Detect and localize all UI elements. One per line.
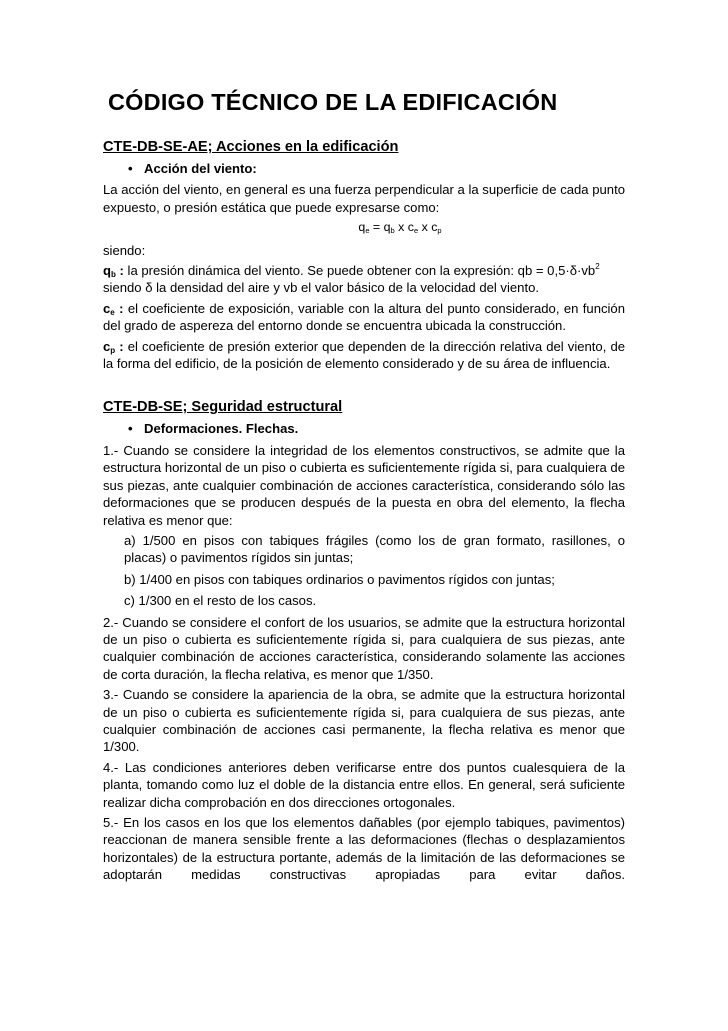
page-title: CÓDIGO TÉCNICO DE LA EDIFICACIÓN (108, 89, 558, 115)
term-qb: $q_b$ : (103, 263, 124, 280)
paragraph-5: 5.- En los casos en los que los elementos dañables (por ejemplo tabiques, pavimentos) reaccionan de manera sensible frente a las deformaciones (flechas o desplazamientos horizontales) de la estructura portante, además de la limitación de las deformaciones se adoptarán medidas constructivas apropiadas para evitar daños. (103, 815, 625, 883)
paragraph-siendo: siendo: (103, 242, 146, 258)
equation: $q_e = q_b$ x $c_e$ x $c_p$ (358, 220, 442, 236)
section-heading-seguridad: CTE-DB-SE; Seguridad estructural (103, 399, 343, 416)
paragraph-3: 3.- Cuando se considere la apariencia de la obra, se admite que la estructura horizontal de un piso o cubierta es suficientemente rígida si, para cualquiera de sus piezas, ante cualquier combinación de acciones casi permanente, la flecha relativa es menor que 1/300. (103, 687, 625, 755)
term-ce: $c_e$ : (103, 300, 124, 317)
list-item: c) 1/300 en el resto de los casos. (124, 593, 317, 609)
bullet-label: Deformaciones. Flechas. (144, 421, 299, 437)
list-item: b) 1/400 en pisos con tabiques ordinarios o pavimentos rígidos con juntas; (124, 571, 555, 587)
definition-qb: $q_b$ : la presión dinámica del viento. Se puede obtener con la expresión: qb = $0,5\cdot\delta\cdot vb^2$ siendo δ la densidad del aire y vb el valor básico de la velocidad del viento. (103, 262, 600, 296)
bullet-accion-viento (103, 160, 625, 177)
definition-cp: $c_p$ : el coeficiente de presión exterior que dependen de la dirección relativa del viento, de la forma del edificio, de la posición de elemento considerado y de su área de influencia. (103, 338, 626, 372)
definition-ce: $c_e$ : el coeficiente de exposición, variable con la altura del punto considerado, en función del grado de aspereza del entorno donde se encuentra ubicada la construcción. (103, 300, 625, 334)
bullet-icon: • (128, 161, 133, 176)
bullet-icon: • (128, 421, 133, 437)
bullet-deformaciones (103, 420, 625, 437)
paragraph-2: 2.- Cuando se considere el confort de los usuarios, se admite que la estructura horizontal de un piso o cubierta es suficientemente rígida si, para cualquiera de sus piezas, ante cualquier combinación de acciones característica, considerando solamente las acciones de corta duración, la flecha relativa, es menor que 1/350. (103, 614, 625, 682)
limits-list (103, 532, 625, 610)
paragraph-4: 4.- Las condiciones anteriores deben verificarse entre dos puntos cualesquiera de la planta, tomando como luz el doble de la distancia entre ellos. En general, será suficiente realizar dicha comprobación en dos direcciones ortogonales. (103, 759, 625, 810)
section-heading-acciones: CTE-DB-SE-AE; Acciones en la edificación (103, 139, 399, 155)
paragraph-intro: La acción del viento, en general es una fuerza perpendicular a la superficie de cada punto expuesto, o presión estática que puede expresarse como: (103, 182, 625, 215)
section-spacer (103, 375, 625, 398)
bullet-label: Acción del viento: (144, 161, 257, 176)
paragraph-1: 1.- Cuando se considere la integridad de los elementos constructivos, se admite que la estructura horizontal de un piso o cubierta es suficientemente rígida si, para cualquiera de sus piezas, ante cualquier combinación de acciones característica, considerando sólo las deformaciones que se producen después de la puesta en obra del elemento, la flecha relativa es menor que: (103, 442, 625, 528)
document-page (103, 88, 625, 887)
term-cp: $c_p$ : (103, 338, 124, 355)
list-item: a) 1/500 en pisos con tabiques frágiles (como los de gran formato, rasillones, o placas) o pavimentos rígidos sin juntas; (124, 532, 625, 566)
